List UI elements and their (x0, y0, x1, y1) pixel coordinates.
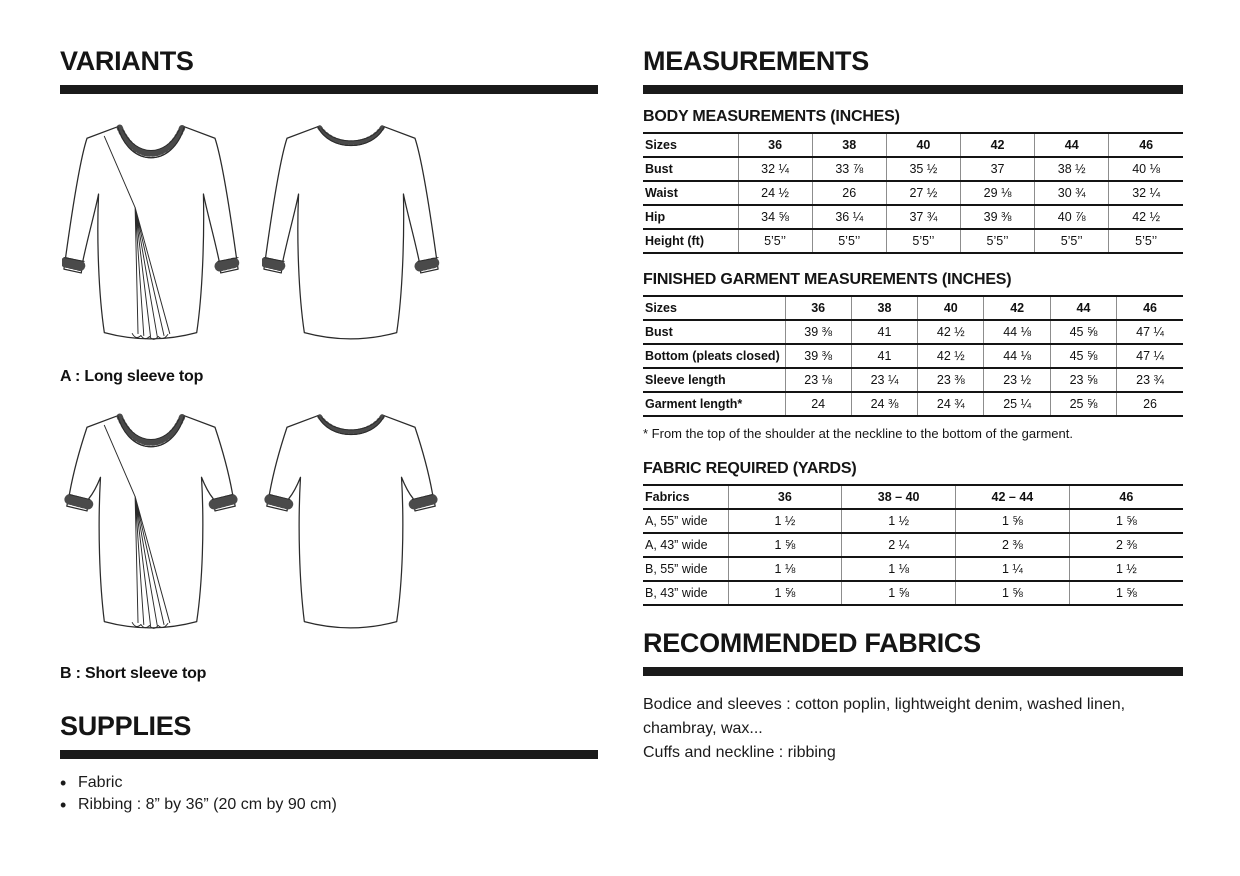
column-header: 44 (1050, 296, 1116, 320)
row-label: Bust (643, 320, 785, 344)
section-divider-bar (60, 85, 598, 94)
variant-a-figure (62, 113, 598, 354)
cell-value: 2 ⅜ (956, 533, 1070, 557)
cell-value: 5’5’’ (812, 229, 886, 253)
body-measurements-title: BODY MEASUREMENTS (INCHES) (643, 108, 900, 125)
finished-garment-title: FINISHED GARMENT MEASUREMENTS (INCHES) (643, 271, 1012, 288)
cell-value: 1 ⅝ (1069, 581, 1183, 605)
cell-value: 1 ⅝ (956, 509, 1070, 533)
cell-value: 38 ½ (1035, 157, 1109, 181)
table-row (643, 320, 1183, 344)
cell-value: 1 ½ (728, 509, 842, 533)
variants-section-title: VARIANTS (60, 46, 194, 76)
row-label: Height (ft) (643, 229, 738, 253)
cell-value: 39 ⅜ (785, 320, 851, 344)
supplies-section-title: SUPPLIES (60, 711, 192, 741)
variant-a-label: A : Long sleeve top (60, 368, 204, 385)
cell-value: 40 ⅛ (1109, 157, 1183, 181)
row-label: Bottom (pleats closed) (643, 344, 785, 368)
cell-value: 33 ⅞ (812, 157, 886, 181)
cell-value: 36 ¼ (812, 205, 886, 229)
column-header: 44 (1035, 133, 1109, 157)
cell-value: 32 ¼ (738, 157, 812, 181)
cell-value: 5’5’’ (1109, 229, 1183, 253)
column-header: 40 (886, 133, 960, 157)
table-row (643, 368, 1183, 392)
column-header: 42 – 44 (956, 485, 1070, 509)
column-header: 36 (738, 133, 812, 157)
column-header: 40 (918, 296, 984, 320)
cell-value: 1 ⅝ (728, 533, 842, 557)
cell-value: 44 ⅛ (984, 344, 1050, 368)
cell-value: 23 ½ (984, 368, 1050, 392)
cell-value: 5’5’’ (738, 229, 812, 253)
section-divider-bar (60, 750, 598, 759)
cell-value: 45 ⅝ (1050, 320, 1116, 344)
cell-value: 2 ⅜ (1069, 533, 1183, 557)
variants-column (60, 48, 598, 876)
cell-value: 5’5’’ (886, 229, 960, 253)
column-header: 46 (1069, 485, 1183, 509)
finished-garment-table (643, 295, 1183, 417)
cell-value: 24 ½ (738, 181, 812, 205)
cell-value: 23 ¼ (851, 368, 917, 392)
cell-value: 37 ¾ (886, 205, 960, 229)
table-row (643, 509, 1183, 533)
cell-value: 29 ⅛ (960, 181, 1034, 205)
cell-value: 25 ¼ (984, 392, 1050, 416)
cell-value: 45 ⅝ (1050, 344, 1116, 368)
fabrics-line-1: Bodice and sleeves : cotton poplin, lightweight denim, washed linen, (643, 696, 1126, 713)
table-row (643, 344, 1183, 368)
cell-value: 32 ¼ (1109, 181, 1183, 205)
row-label: Hip (643, 205, 738, 229)
cell-value: 44 ⅛ (984, 320, 1050, 344)
long-sleeve-top-front-drawing (62, 113, 240, 354)
cell-value: 42 ½ (918, 320, 984, 344)
fabric-required-title: FABRIC REQUIRED (YARDS) (643, 460, 857, 477)
fabrics-line-2: chambray, wax... (643, 720, 763, 737)
column-header: 42 (960, 133, 1034, 157)
row-label: B, 55” wide (643, 557, 728, 581)
cell-value: 47 ¼ (1117, 320, 1183, 344)
cell-value: 1 ½ (842, 509, 956, 533)
column-header: Sizes (643, 296, 785, 320)
cell-value: 39 ⅜ (960, 205, 1034, 229)
column-header: 38 – 40 (842, 485, 956, 509)
row-label: Sleeve length (643, 368, 785, 392)
cell-value: 41 (851, 344, 917, 368)
column-header: Fabrics (643, 485, 728, 509)
cell-value: 40 ⅞ (1035, 205, 1109, 229)
cell-value: 24 (785, 392, 851, 416)
row-label: A, 55” wide (643, 509, 728, 533)
cell-value: 2 ¼ (842, 533, 956, 557)
table-row (643, 392, 1183, 416)
cell-value: 39 ⅜ (785, 344, 851, 368)
cell-value: 35 ½ (886, 157, 960, 181)
column-header: 42 (984, 296, 1050, 320)
cell-value: 5’5’’ (1035, 229, 1109, 253)
fabrics-line-3: Cuffs and neckline : ribbing (643, 744, 836, 761)
recommended-fabrics-title: RECOMMENDED FABRICS (643, 628, 981, 658)
variant-b-figure (62, 402, 598, 643)
cell-value: 25 ⅝ (1050, 392, 1116, 416)
measurements-section-title: MEASUREMENTS (643, 46, 869, 76)
row-label: B, 43” wide (643, 581, 728, 605)
cell-value: 23 ¾ (1117, 368, 1183, 392)
cell-value: 42 ½ (918, 344, 984, 368)
table-row (643, 581, 1183, 605)
cell-value: 1 ½ (1069, 557, 1183, 581)
body-measurements-table (643, 132, 1183, 254)
cell-value: 1 ⅝ (728, 581, 842, 605)
row-label: A, 43” wide (643, 533, 728, 557)
supplies-item-fabric: • Fabric (60, 772, 598, 794)
table-row (643, 557, 1183, 581)
short-sleeve-top-front-drawing (62, 402, 240, 643)
cell-value: 23 ⅝ (1050, 368, 1116, 392)
cell-value: 1 ¼ (956, 557, 1070, 581)
column-header: 46 (1109, 133, 1183, 157)
cell-value: 1 ⅝ (842, 581, 956, 605)
column-header: 46 (1117, 296, 1183, 320)
column-header: 36 (728, 485, 842, 509)
table-row (643, 157, 1183, 181)
table-row (643, 181, 1183, 205)
cell-value: 37 (960, 157, 1034, 181)
cell-value: 24 ¾ (918, 392, 984, 416)
column-header: Sizes (643, 133, 738, 157)
cell-value: 34 ⅝ (738, 205, 812, 229)
cell-value: 42 ½ (1109, 205, 1183, 229)
cell-value: 1 ⅛ (728, 557, 842, 581)
table-row (643, 229, 1183, 253)
measurements-column (643, 48, 1183, 876)
row-label: Garment length* (643, 392, 785, 416)
cell-value: 30 ¾ (1035, 181, 1109, 205)
cell-value: 47 ¼ (1117, 344, 1183, 368)
cell-value: 26 (812, 181, 886, 205)
cell-value: 41 (851, 320, 917, 344)
table-row (643, 533, 1183, 557)
supplies-item-ribbing: • Ribbing : 8” by 36” (20 cm by 90 cm) (60, 794, 598, 816)
cell-value: 1 ⅛ (842, 557, 956, 581)
cell-value: 27 ½ (886, 181, 960, 205)
short-sleeve-top-back-drawing (262, 402, 440, 643)
cell-value: 1 ⅝ (1069, 509, 1183, 533)
long-sleeve-top-back-drawing (262, 113, 440, 354)
cell-value: 23 ⅛ (785, 368, 851, 392)
cell-value: 1 ⅝ (956, 581, 1070, 605)
column-header: 38 (851, 296, 917, 320)
row-label: Waist (643, 181, 738, 205)
row-label: Bust (643, 157, 738, 181)
section-divider-bar (643, 85, 1183, 94)
variant-b-label: B : Short sleeve top (60, 665, 207, 682)
garment-length-footnote: * From the top of the shoulder at the neckline to the bottom of the garment. (643, 426, 1073, 441)
fabric-required-table (643, 484, 1183, 606)
cell-value: 24 ⅜ (851, 392, 917, 416)
cell-value: 5’5’’ (960, 229, 1034, 253)
table-row (643, 205, 1183, 229)
recommended-fabrics-text (643, 693, 1183, 765)
column-header: 36 (785, 296, 851, 320)
supplies-list (60, 772, 598, 816)
cell-value: 23 ⅜ (918, 368, 984, 392)
section-divider-bar (643, 667, 1183, 676)
column-header: 38 (812, 133, 886, 157)
cell-value: 26 (1117, 392, 1183, 416)
